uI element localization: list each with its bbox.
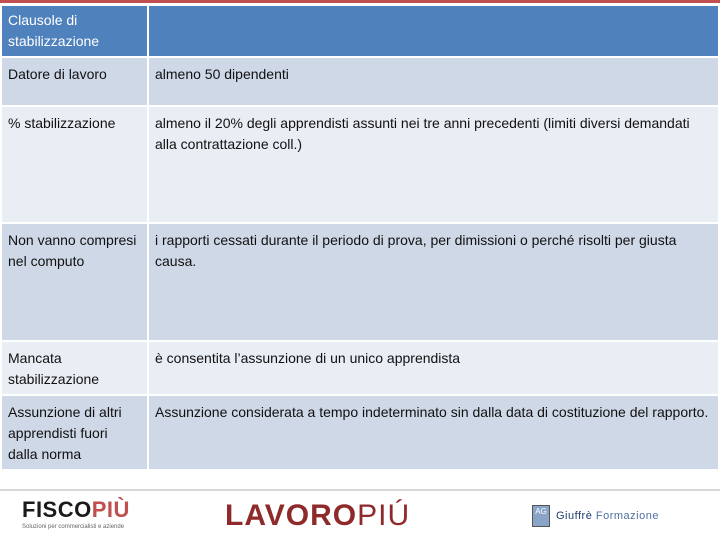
row-label: Assunzione di altri apprendisti fuori dalla norma: [1, 395, 148, 470]
row-value: almeno 50 dipendenti: [148, 57, 719, 106]
row-label: Non vanno compresi nel computo: [1, 223, 148, 341]
table-header-row: [1, 5, 719, 57]
row-value: almeno il 20% degli apprendisti assunti nei tre anni precedenti (limiti diversi demandati alla contrattazione coll.): [148, 106, 719, 223]
table-row: [1, 106, 719, 223]
row-value: è consentita l’assunzione di un unico apprendista: [148, 341, 719, 395]
table-row: [1, 223, 719, 341]
table-row: [1, 341, 719, 395]
fisco-text: FISCO: [22, 497, 92, 522]
row-label: Datore di lavoro: [1, 57, 148, 106]
formazione-text: Formazione: [595, 510, 659, 522]
lavoropiu-logo: [225, 497, 465, 535]
giuffre-wordmark: [556, 510, 659, 522]
fiscopiu-wordmark: [22, 497, 142, 523]
table-row: [1, 395, 719, 470]
ag-icon: AG: [532, 505, 550, 527]
row-label: % stabilizzazione: [1, 106, 148, 223]
footer-divider: [0, 489, 720, 491]
row-value: i rapporti cessati durante il periodo di prova, per dimissioni o perché risolti per giusta causa.: [148, 223, 719, 341]
table-row: [1, 57, 719, 106]
header-cell-label: Clausole di stabilizzazione: [1, 5, 148, 57]
row-label: Mancata stabilizzazione: [1, 341, 148, 395]
header-cell-empty: [148, 5, 719, 57]
stabilization-clauses-table: [0, 4, 720, 471]
fiscopiu-tagline: Soluzioni per commercialisti e aziende: [22, 524, 125, 530]
giuffre-formazione-logo: [532, 497, 712, 535]
lavoro-piu-text: PIÚ: [357, 499, 411, 532]
top-accent-line: [0, 0, 720, 3]
lavoro-text: LAVORO: [225, 499, 358, 532]
row-value: Assunzione considerata a tempo indeterminato sin dalla data di costituzione del rapporto.: [148, 395, 719, 470]
fiscopiu-logo: [22, 497, 142, 535]
fisco-piu-text: PIÙ: [91, 497, 130, 522]
giuffre-text: Giuffrè: [556, 510, 593, 522]
